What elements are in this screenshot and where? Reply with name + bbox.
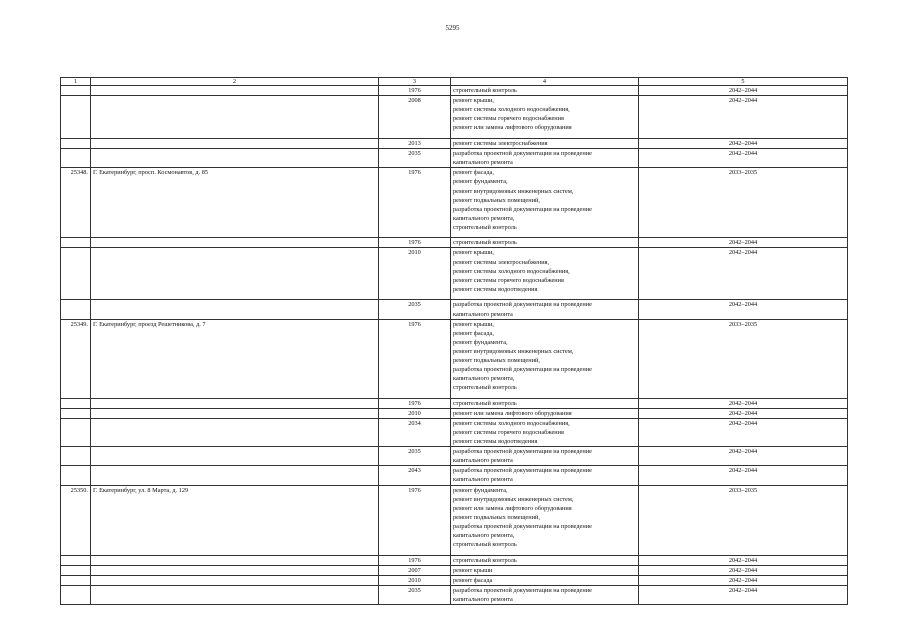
row-works [451,408,639,418]
row-works [451,248,639,300]
row-works [451,168,639,238]
table-row [61,96,848,139]
work-item: ремонт крыши, [453,249,495,257]
row-number [61,86,91,96]
work-item: ремонт системы горячего водоснабжения [453,276,564,284]
row-works [451,565,639,575]
row-address [91,585,379,604]
row-works [451,86,639,96]
work-item: разработка проектной документации на проведение [453,366,592,374]
row-period: 2042–2044 [639,238,848,248]
row-works [451,418,639,446]
work-item: ремонт крыши, [453,320,495,328]
row-address [91,149,379,168]
row-year: 2008 [379,96,451,139]
work-item: ремонт внутридомовых инженерных систем, [453,347,574,355]
work-item: ремонт фасада, [453,329,494,337]
row-works [451,485,639,555]
work-item: ремонт системы холодного водоснабжения, [453,267,570,275]
row-year: 2013 [379,139,451,149]
work-item: строительный контроль [453,399,517,407]
row-address [91,139,379,149]
row-period: 2042–2044 [639,139,848,149]
work-item: капитального ремонта [453,310,513,318]
table-row [61,149,848,168]
row-address [91,565,379,575]
row-address [91,408,379,418]
row-address [91,575,379,585]
row-number: 25348. [61,168,91,238]
row-period: 2042–2044 [639,398,848,408]
work-item: ремонт системы холодного водоснабжения, [453,419,570,427]
table-row [61,238,848,248]
row-year: 1976 [379,238,451,248]
work-item: строительный контроль [453,223,517,231]
row-works [451,149,639,168]
row-number [61,408,91,418]
page-number: 5295 [445,24,460,32]
header-col-2: 2 [91,78,379,86]
work-item: строительный контроль [453,239,517,247]
work-item: ремонт фасада [453,576,493,584]
header-col-5: 5 [639,78,848,86]
row-number [61,575,91,585]
work-item: разработка проектной документации на проведение [453,522,592,530]
work-item: разработка проектной документации на проведение [453,448,592,456]
work-item: разработка проектной документации на проведение [453,150,592,158]
work-item: разработка проектной документации на проведение [453,205,592,213]
work-item: ремонт подвальных помещений, [453,357,540,365]
row-year: 2010 [379,408,451,418]
row-works [451,585,639,604]
work-item: ремонт системы водоотведения [453,285,538,293]
table-row [61,485,848,555]
row-address: Г. Екатеринбург, проезд Решетникова, д. 7 [91,319,379,398]
header-col-1: 1 [61,78,91,86]
work-item: строительный контроль [453,384,517,392]
row-number [61,565,91,575]
row-period: 2042–2044 [639,575,848,585]
work-item: ремонт фасада, [453,169,494,177]
work-item: ремонт или замена лифтового оборудования [453,504,572,512]
row-number [61,466,91,485]
row-address: Г. Екатеринбург, просп. Космонавтов, д. 85 [91,168,379,238]
row-year: 1976 [379,168,451,238]
row-number [61,555,91,565]
table-row [61,139,848,149]
row-works [451,575,639,585]
header-col-4: 4 [451,78,639,86]
header-col-3: 3 [379,78,451,86]
row-period: 2042–2044 [639,248,848,300]
row-works [451,447,639,466]
table-row [61,319,848,398]
work-item: ремонт фундамента, [453,178,508,186]
row-number [61,585,91,604]
row-year: 2035 [379,447,451,466]
work-item: капитального ремонта [453,457,513,465]
row-period: 2033–2035 [639,485,848,555]
row-period: 2042–2044 [639,408,848,418]
row-year: 2010 [379,575,451,585]
table-row [61,86,848,96]
row-address: Г. Екатеринбург, ул. 8 Марта, д. 129 [91,485,379,555]
table-row [61,418,848,446]
row-period: 2042–2044 [639,585,848,604]
row-works [451,139,639,149]
row-works [451,398,639,408]
row-works [451,319,639,398]
work-item: ремонт системы электроснабжения, [453,258,550,266]
row-address [91,466,379,485]
work-item: ремонт или замена лифтового оборудования [453,409,572,417]
table-row [61,447,848,466]
work-item: ремонт крыши, [453,97,495,105]
table-row [61,248,848,300]
row-period: 2042–2044 [639,466,848,485]
work-item: ремонт внутридомовых инженерных систем, [453,495,574,503]
row-works [451,466,639,485]
row-year: 1976 [379,555,451,565]
row-number: 25349. [61,319,91,398]
row-year: 2035 [379,149,451,168]
work-item: капитального ремонта, [453,375,515,383]
work-item: ремонт внутридомовых инженерных систем, [453,187,574,195]
work-item: ремонт крыши [453,566,493,574]
table-row [61,565,848,575]
work-item: строительный контроль [453,541,517,549]
row-period: 2042–2044 [639,86,848,96]
row-year: 1976 [379,86,451,96]
table-row [61,555,848,565]
row-period: 2042–2044 [639,418,848,446]
table-row [61,575,848,585]
row-number [61,418,91,446]
work-item: ремонт или замена лифтового оборудования [453,124,572,132]
row-number [61,447,91,466]
row-period: 2042–2044 [639,96,848,139]
row-number [61,96,91,139]
work-item: строительный контроль [453,556,517,564]
work-item: ремонт системы горячего водоснабжения [453,428,564,436]
work-item: ремонт фундамента, [453,486,508,494]
row-period: 2042–2044 [639,565,848,575]
work-item: ремонт системы электроснабжения [453,140,548,148]
work-item: ремонт системы горячего водоснабжения [453,115,564,123]
work-item: разработка проектной документации на проведение [453,586,592,594]
work-item: разработка проектной документации на проведение [453,467,592,475]
work-item: капитального ремонта [453,595,513,603]
row-year: 2007 [379,565,451,575]
work-item: ремонт системы холодного водоснабжения, [453,106,570,114]
work-item: капитального ремонта [453,476,513,484]
row-number [61,398,91,408]
row-address [91,248,379,300]
row-address [91,398,379,408]
row-number: 25350. [61,485,91,555]
row-period: 2042–2044 [639,447,848,466]
row-works [451,96,639,139]
row-year: 1976 [379,485,451,555]
row-number [61,139,91,149]
work-item: капитального ремонта, [453,214,515,222]
row-address [91,96,379,139]
work-item: ремонт подвальных помещений, [453,196,540,204]
row-address [91,238,379,248]
row-year: 2010 [379,248,451,300]
row-period: 2042–2044 [639,300,848,319]
row-works [451,300,639,319]
table-row [61,585,848,604]
row-year: 2035 [379,300,451,319]
row-works [451,238,639,248]
row-year: 1976 [379,319,451,398]
row-period: 2042–2044 [639,555,848,565]
table-header-row [61,78,848,86]
row-period: 2033–2035 [639,319,848,398]
row-year: 2035 [379,585,451,604]
work-item: ремонт системы водоотведения [453,438,538,446]
row-works [451,555,639,565]
table-row [61,168,848,238]
row-address [91,86,379,96]
work-item: ремонт фундамента, [453,338,508,346]
work-item: капитального ремонта, [453,531,515,539]
work-item: строительный контроль [453,87,517,94]
row-year: 1976 [379,398,451,408]
row-year: 2034 [379,418,451,446]
row-number [61,300,91,319]
table-row [61,466,848,485]
table-row [61,398,848,408]
row-period: 2033–2035 [639,168,848,238]
row-number [61,238,91,248]
row-address [91,447,379,466]
row-number [61,248,91,300]
row-number [61,149,91,168]
work-item: ремонт подвальных помещений, [453,513,540,521]
work-item: капитального ремонта [453,159,513,167]
row-address [91,418,379,446]
row-period: 2042–2044 [639,149,848,168]
row-address [91,300,379,319]
repair-schedule-table [60,77,848,605]
table-row [61,300,848,319]
table-row [61,408,848,418]
row-address [91,555,379,565]
row-year: 2043 [379,466,451,485]
work-item: разработка проектной документации на проведение [453,301,592,309]
